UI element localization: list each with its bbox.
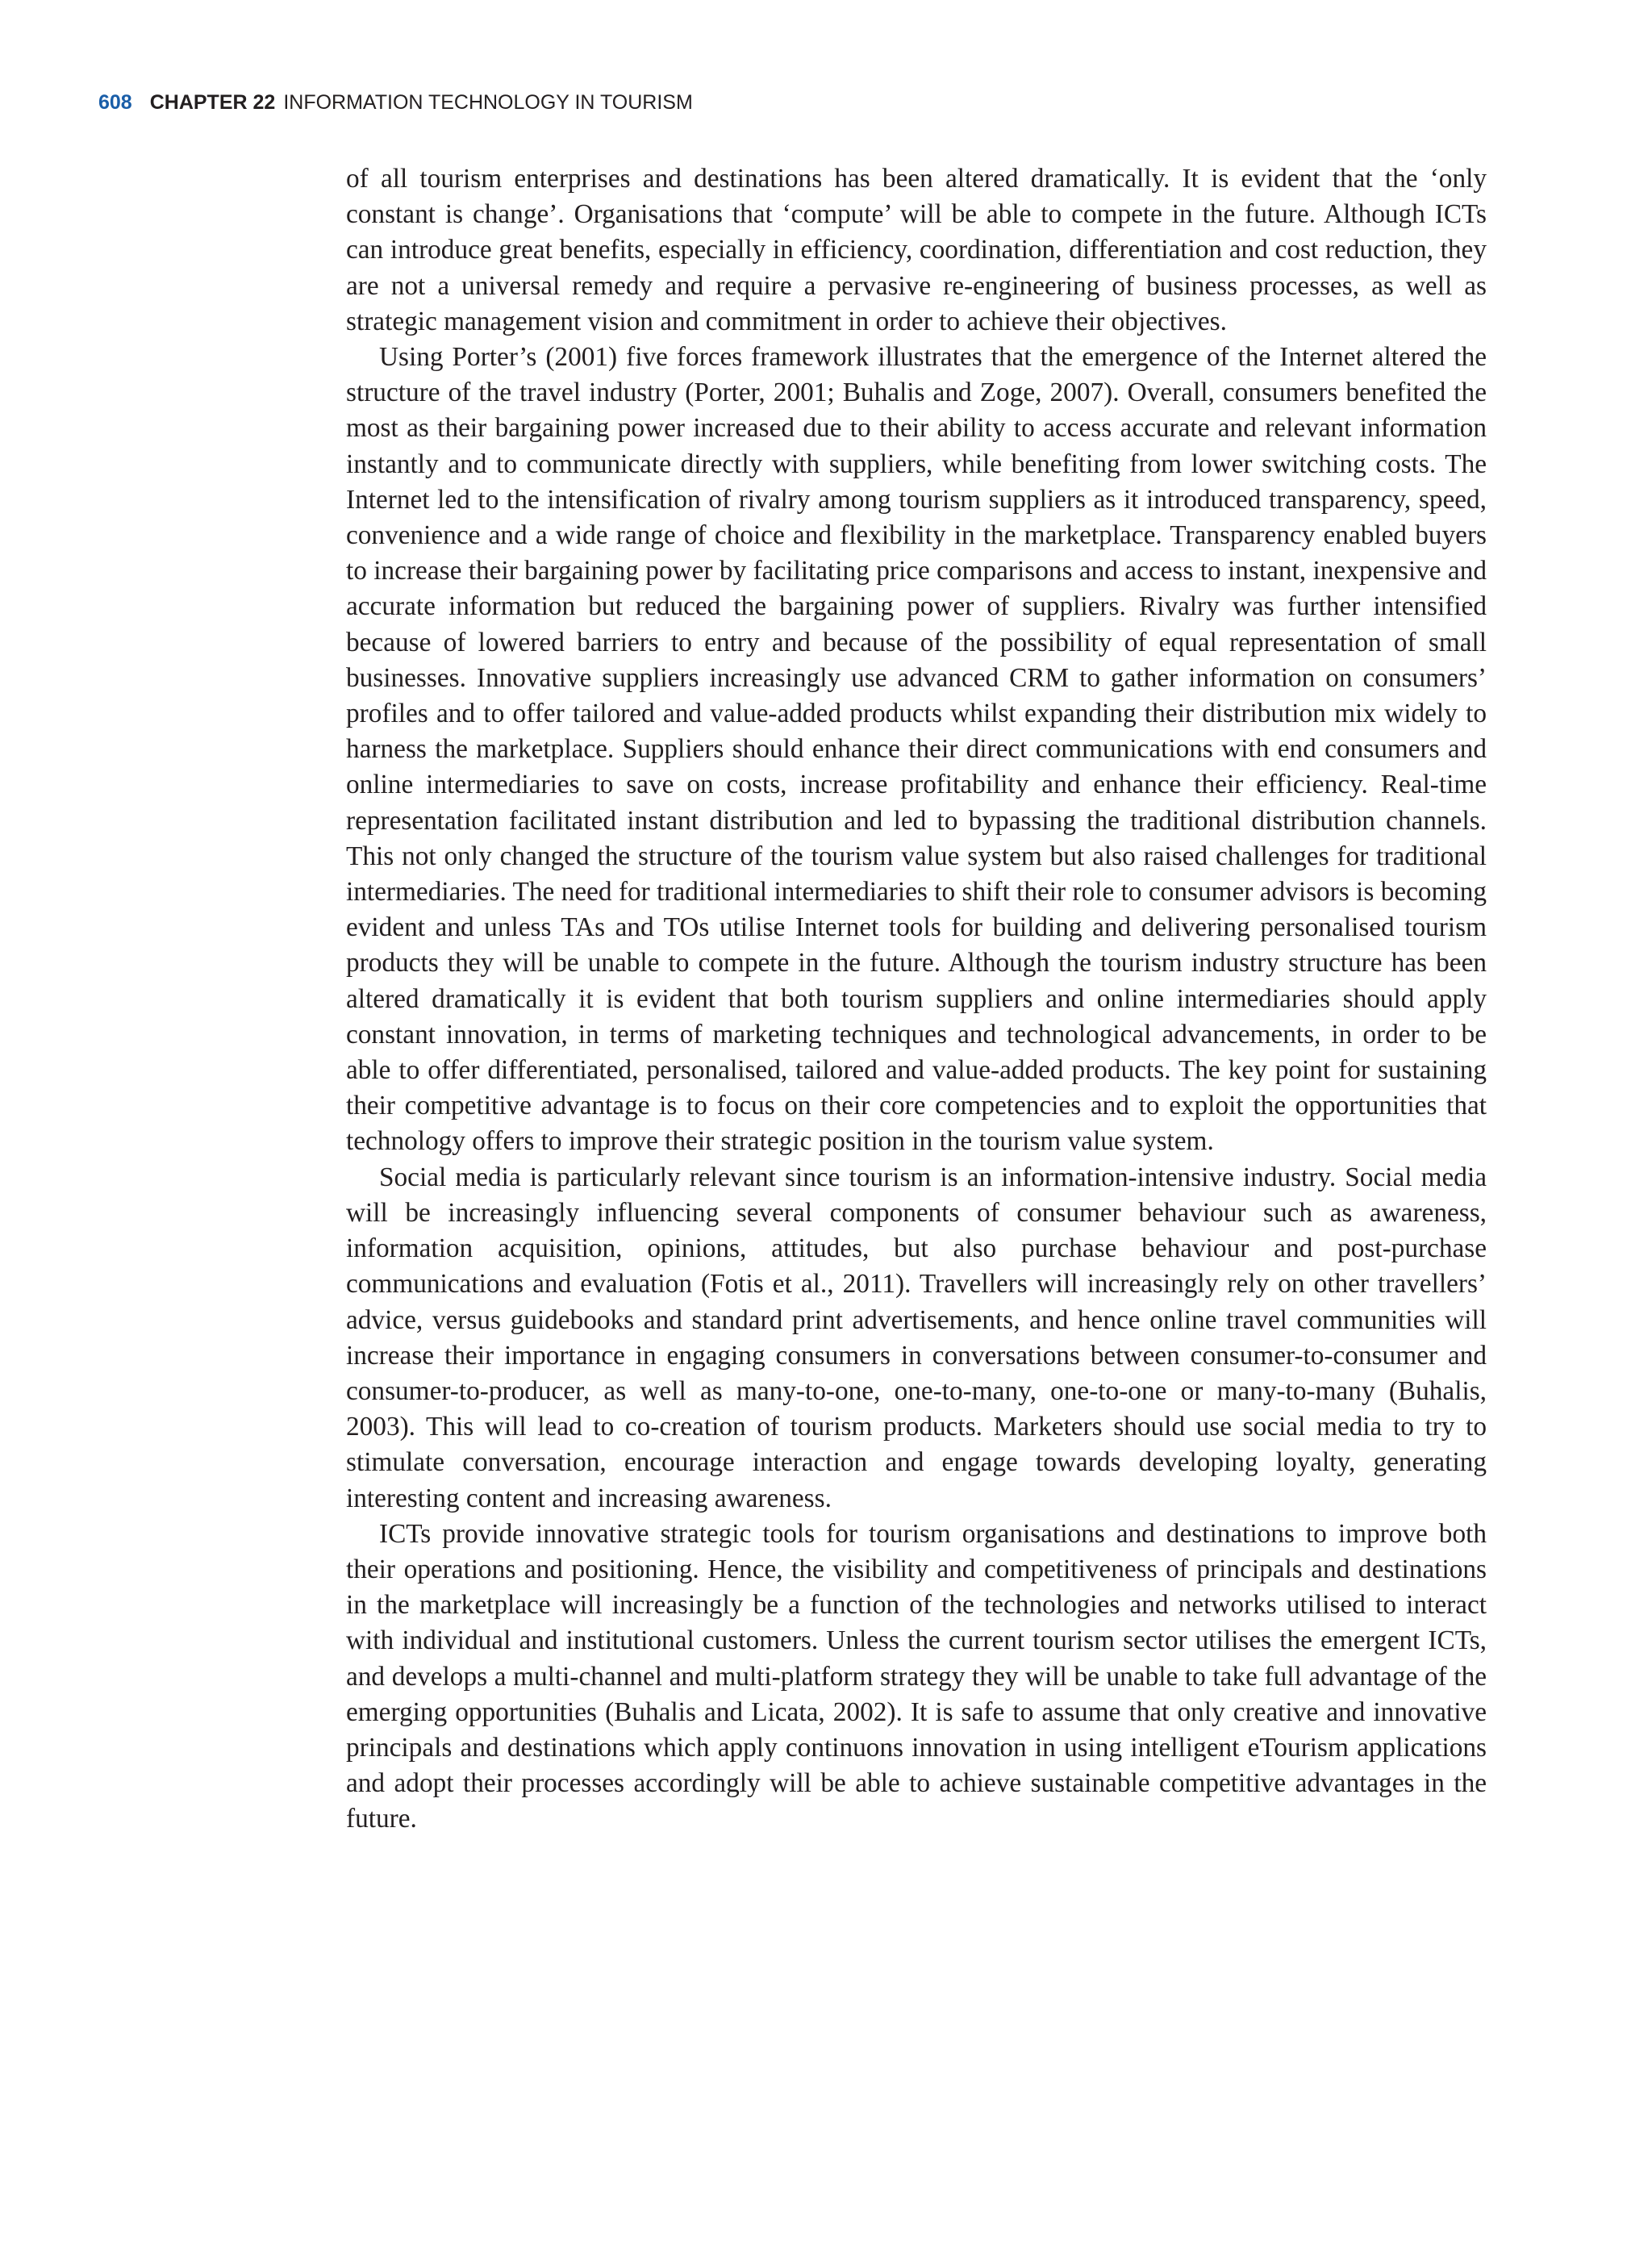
running-head [98,90,693,115]
paragraph-ict-strategic-tools: ICTs provide innovative strategic tools for tourism organisations and destinations to improve both their operations and positioning. Hence, the visibility and competitiveness of principals and destinations in the marketplace will increasingly be a function of the technologies and networks utilised to interact with individual and institutional customers. Unless the current tourism sector utilises the emergent ICTs, and develops a multi-channel and multi-platform strategy they will be unable to take full advantage of the emerging opportunities (Buhalis and Licata, 2002). It is safe to assume that only creative and innovative principals and destinations which apply continuons innovation in using intelligent eTourism applications and adopt their processes accordingly will be able to achieve sustainable competitive advantages in the future. [346,1518,1487,1834]
page-number: 608 [98,91,132,114]
chapter-title: INFORMATION TECHNOLOGY IN TOURISM [283,91,693,114]
body-text [346,161,1487,1838]
paragraph-social-media: Social media is particularly relevant since tourism is an information-intensive industry. Social media will be increasingly influencing several components of consumer behaviour such as awareness, information acquisition, opinions, attitudes, but also purchase behaviour and post-purchase communications and evaluation (Fotis et al., 2011). Travellers will increasingly rely on other travellers’ advice, versus guidebooks and standard print advertisements, and hence online travel communities will increase their importance in engaging consumers in conversations between consumer-to-consumer and consumer-to-producer, as well as many-to-one, one-to-many, one-to-one or many-to-many (Buhalis, 2003). This will lead to co-creation of tourism products. Marketers should use social media to try to stimulate conversation, encourage interaction and engage towards developing loyalty, generating interesting content and increasing awareness. [346,1162,1487,1513]
paragraph-porter-five-forces: Using Porter’s (2001) five forces framework illustrates that the emergence of the Internet altered the structure of the travel industry (Porter, 2001; Buhalis and Zoge, 2007). Overall, consumers benefited the most as their bargaining power increased due to their ability to access accurate and relevant information instantly and to communicate directly with suppliers, while benefiting from lower switching costs. The Internet led to the intensification of rivalry among tourism suppliers as it introduced transparency, speed, convenience and a wide range of choice and flexibility in the marketplace. Transparency enabled buyers to increase their bargaining power by facilitating price comparisons and access to instant, inexpensive and accurate information but reduced the bargaining power of suppliers. Rivalry was further intensified because of lowered barriers to entry and because of the possibility of equal representation of small businesses. Innovative suppliers increasingly use advanced CRM to gather information on consumers’ profiles and to offer tailored and value-added products whilst expanding their distribution mix widely to harness the marketplace. Suppliers should enhance their direct communications with end consumers and online intermediaries to save on costs, increase profitability and enhance their efficiency. Real-time representation facilitated instant distribution and led to bypassing the traditional distribution channels. This not only changed the structure of the tourism value system but also raised challenges for traditional intermediaries. The need for traditional intermediaries to shift their role to consumer advisors is becoming evident and unless TAs and TOs utilise Internet tools for building and delivering personalised tourism products they will be unable to compete in the future. Although the tourism industry structure has been altered dramatically it is evident that both tourism suppliers and online intermediaries should apply constant innovation, in terms of marketing techniques and technological advancements, in order to be able to offer differentiated, personalised, tailored and value-added products. The key point for sustaining their competitive advantage is to focus on their core competencies and to exploit the opportunities that technology offers to improve their strategic position in the tourism value system. [346,342,1487,1157]
chapter-label: CHAPTER 22 [149,91,276,114]
paragraph-continued: of all tourism enterprises and destinations has been altered dramatically. It is evident that the ‘only constant is change’. Organisations that ‘compute’ will be able to compete in the future. Although ICTs can introduce great benefits, especially in efficiency, coordination, differentiation and cost reduction, they are not a universal remedy and require a pervasive re-engineering of business processes, as well as strategic management vision and commitment in order to achieve their objectives. [346,164,1487,336]
